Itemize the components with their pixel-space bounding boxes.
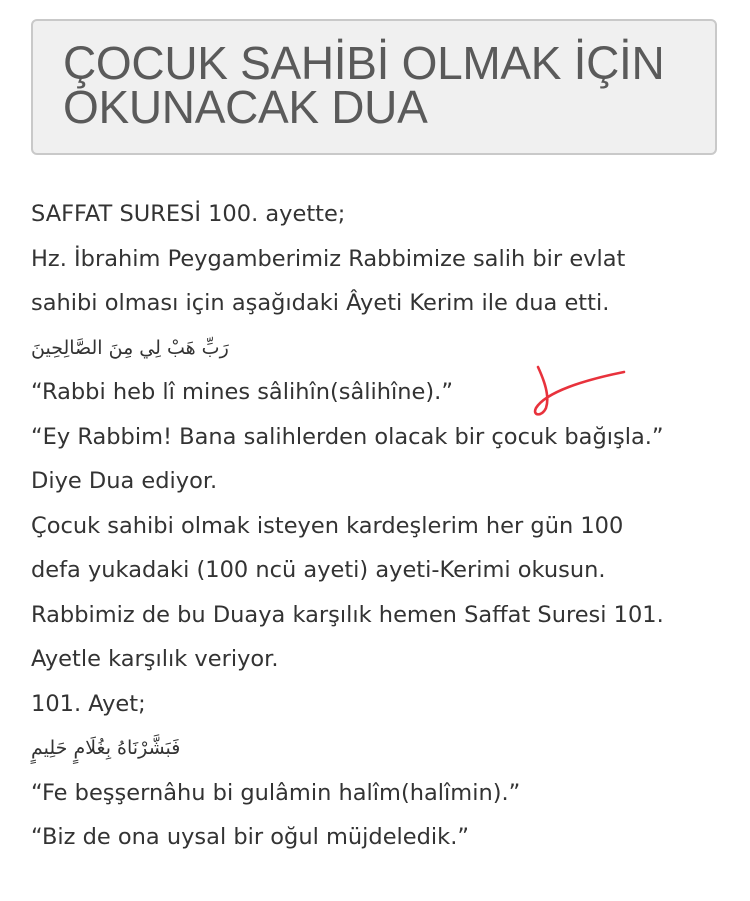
arabic-verse-101: فَبَشَّرْنَاهُ بِغُلَامٍ حَلِيمٍ (31, 737, 181, 759)
body-text-line: sahibi olması için aşağıdaki Âyeti Kerim ile dua etti. (31, 290, 610, 316)
handwritten-mark (524, 362, 632, 422)
body-text-line: defa yukadaki (100 ncü ayeti) ayeti-Kerimi okusun. (31, 557, 606, 583)
handwritten-stroke (535, 367, 624, 414)
verse-101-heading: 101. Ayet; (31, 690, 146, 717)
body-text-line: Hz. İbrahim Peygamberimiz Rabbimize salih bir evlat (31, 245, 626, 272)
body-text-line: Ayetle karşılık veriyor. (31, 646, 279, 672)
title-box (31, 19, 717, 155)
arabic-verse-100: رَبِّ هَبْ لِي مِنَ الصَّالِحِينَ (31, 336, 229, 359)
translation-verse-101: “Biz de ona uysal bir oğul müjdeledik.” (31, 824, 470, 850)
body-text-line: Çocuk sahibi olmak isteyen kardeşlerim her gün 100 (31, 512, 624, 539)
body-text-line: Rabbimiz de bu Duaya karşılık hemen Saffat Suresi 101. (31, 601, 664, 628)
page-title: ÇOCUK SAHİBİ OLMAK İÇİN OKUNACAK DUA (63, 37, 665, 133)
body-text-line: Diye Dua ediyor. (31, 468, 218, 494)
transliteration-verse-100: “Rabbi heb lî mines sâlihîn(sâlihîne).” (31, 379, 453, 405)
article-body (31, 192, 731, 860)
translation-verse-100: “Ey Rabbim! Bana salihlerden olacak bir çocuk bağışla.” (31, 423, 664, 450)
transliteration-verse-101: “Fe beşşernâhu bi gulâmin halîm(halîmin).” (31, 779, 521, 806)
surah-intro-line: SAFFAT SURESİ 100. ayette; (31, 201, 346, 227)
